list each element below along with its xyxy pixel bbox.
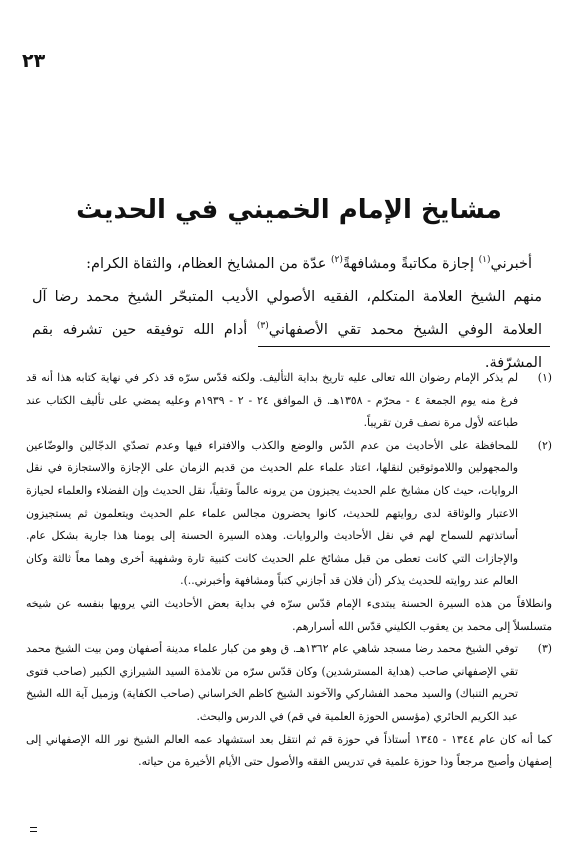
- paragraph-2: [32, 281, 542, 380]
- footnote-number: (٢): [537, 438, 552, 452]
- p2-text-a: منهم الشيخ العلامة المتكلم، الفقيه الأصولي الأديب المتبحّر الشيخ محمد رضا آل العلامة الوفي الشيخ محمد تقي الأصفهاني: [32, 289, 543, 338]
- footnote-text: [26, 435, 552, 638]
- p1-text-a: أخبرني: [490, 256, 532, 272]
- p1-text-c: عدّة من المشايخ العظام، والثقاة الكرام:: [86, 256, 332, 272]
- footnote-3: [26, 638, 552, 774]
- footnote-paragraph: لم يذكر الإمام رضوان الله تعالى عليه تاريخ بداية التأليف. ولكنه قدّس سرّه قد ذكر في نهاية كتابه هذا أنه قد فرغ منه يوم الجمعة ٤ - محرّم - ١٣٥٨هـ. ق الموافق ٢٤ - ٢ - ١٩٣٩م وعليه يمضي على تأليف الكتاب عند طباعته لأول مرة نصف قرن تقريباً.: [26, 371, 519, 430]
- footnote-number: (٣): [537, 642, 552, 656]
- paragraph-1: [32, 248, 542, 281]
- footnotes: [26, 367, 552, 774]
- footnote-ref-2: (٢): [331, 255, 343, 266]
- footnote-ref-1: (١): [478, 255, 491, 266]
- main-text: [32, 248, 542, 380]
- footnote-text: [26, 638, 552, 774]
- footnote-1: [26, 367, 552, 435]
- footnote-separator: [258, 346, 550, 347]
- footnote-paragraph: كما أنه كان عام ١٣٤٤ - ١٣٤٥ أستاذاً في حوزة قم ثم انتقل بعد استشهاد عمه العالم الشيخ نور الله الإصفهاني إلى إصفهان وأصبح مرجعاً وذا حوزة علمية في تدريس الفقه والأصول حتى الأيام الأخيرة من حياته.: [26, 732, 552, 769]
- footnote-2: [26, 435, 552, 638]
- footnote-paragraph: للمحافظة على الأحاديث من عدم الدّس والوضع والكذب والافتراء فيها وعدم تصدّي الدجّالين والوضّاعين والمجهولين واللاموثوقين لنقلها، اعتاد علماء علم الحديث من قديم الزمان على الإجازة والاستجازة في نقل الروايات، حيث كان مشايخ علم الحديث يجيزون من يرونه عالماً وتقياً، نقل الحديث وإن الفضلاء والعلماء لحيازة الاعتبار والوثاقة لدى روايتهم للحديث، كانوا يحضرون مجالس علماء علم الحديث ويتعلمون ثم يستجيزون أساتذتهم للسماح لهم في نقل الأحاديث والروايات. وهذه السيرة الحسنة إلى يومنا هذا جارية بشكل عام. والإجازات التي كانت تعطى من قبل مشائخ علم الحديث كانت كتبية تارة وشفهية أخرى وهما معاً ثالثة وكان العالم عند روايته للحديث يذكر (أن فلان قد أجازني كتباً ومشافهة وأخبرني..).: [26, 438, 518, 588]
- p1-text-b: إجازة مكاتبةً ومشافهةً: [342, 256, 479, 272]
- page-title: مشايخ الإمام الخميني في الحديث: [76, 195, 502, 226]
- page-number: ٢٣: [22, 50, 46, 72]
- footnote-number: (١): [537, 371, 552, 384]
- footnote-text: [26, 367, 518, 435]
- footnote-ref-3: (٣): [256, 321, 269, 332]
- p2-text-b: أدام الله توفيقه حين تشرفه بقم المشرّفة.: [32, 322, 542, 371]
- footnote-paragraph: وانطلاقاً من هذه السيرة الحسنة يبتدىء الإمام قدّس سرّه في بداية بعض الأحاديث التي يرويها بنفسه عن شيخه متسلسلاً إلى محمد بن يعقوب الكليني قدّس الله أسرارهم.: [26, 596, 552, 633]
- footnote-paragraph: توفي الشيخ محمد رضا مسجد شاهي عام ١٣٦٢هـ. ق وهو من كبار علماء مدينة أصفهان ومن بيت الشيخ محمد تقي الإصفهاني صاحب (هداية المسترشدين) وكان قدّس سرّه من تلامذة السيد الشيرازي الكبير (صاحب فتوى تحريم التنباك) والسيد محمد الفشاركي والآخوند الشيخ كاظم الخراساني (صاحب الكفاية) وزميل آية الله الشيخ عبد الكريم الحائري (مؤسس الحوزة العلمية في قم) في الدرس والبحث.: [26, 642, 518, 723]
- end-of-page-mark: [30, 827, 37, 832]
